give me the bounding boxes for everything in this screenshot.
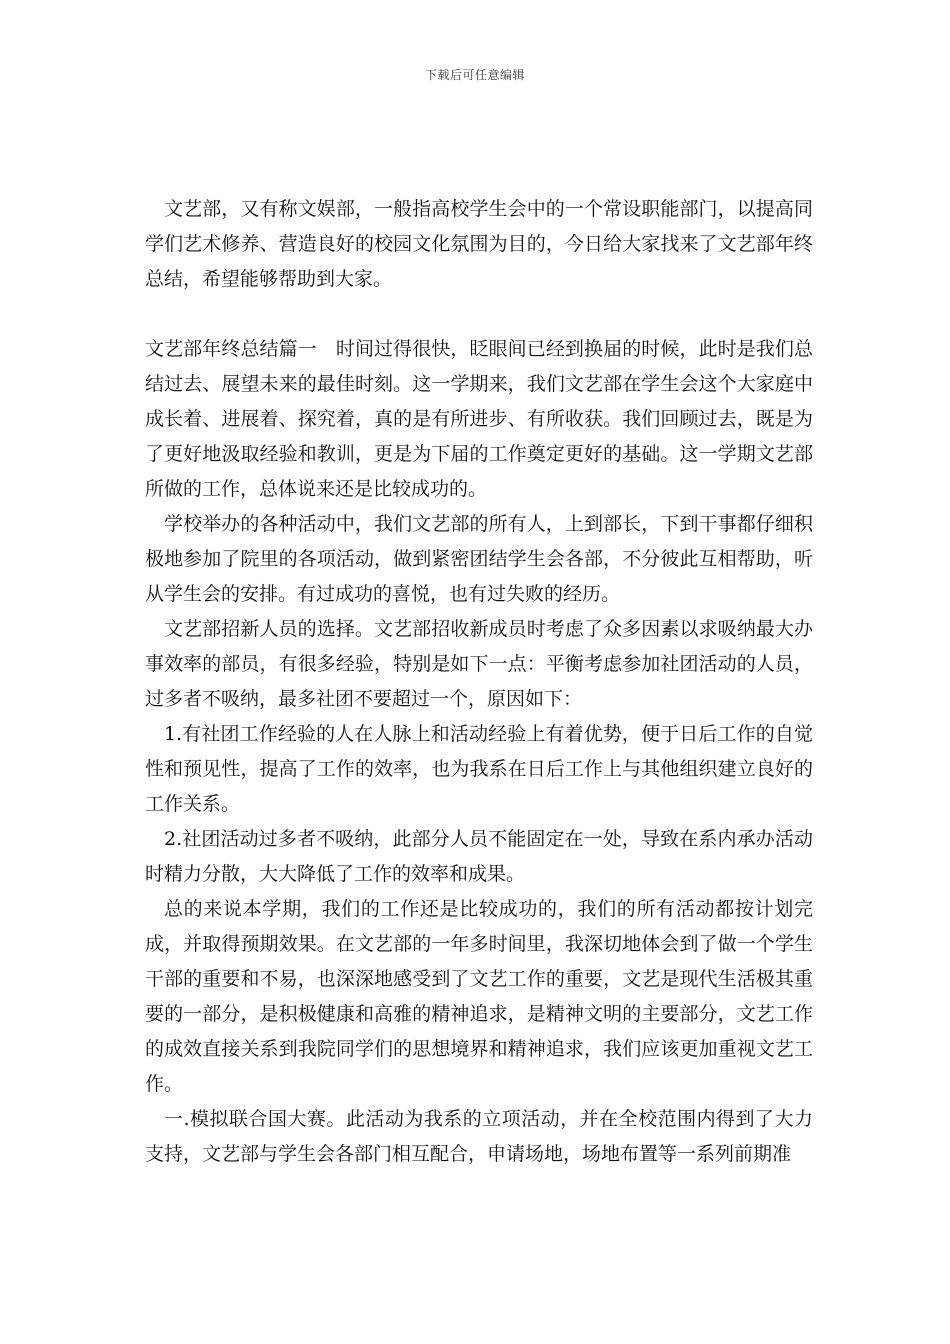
document-body <box>145 192 813 1172</box>
body-paragraph: 学校举办的各种活动中，我们文艺部的所有人，上到部长，下到干事都仔细积极地参加了院里的各项活动，做到紧密团结学生会各部，不分彼此互相帮助，听从学生会的安排。有过成功的喜悦，也有过失败的经历。 <box>145 513 813 605</box>
list-item-paragraph: 2.社团活动过多者不吸纳，此部分人员不能固定在一处，导致在系内承办活动时精力分散，大大降低了工作的效率和成果。 <box>145 828 813 885</box>
body-paragraph: 总的来说本学期，我们的工作还是比较成功的，我们的所有活动都按计划完成，并取得预期效果。在文艺部的一年多时间里，我深切地体会到了做一个学生干部的重要和不易，也深深地感受到了文艺工作的重要，文艺是现代生活极其重要的一部分，是积极健康和高雅的精神追求，是精神文明的主要部分，文艺工作的成效直接关系到我院同学们的思想境界和精神追求，我们应该更加重视文艺工作。 <box>145 898 813 1095</box>
page-header: 下载后可任意编辑 <box>424 68 525 82</box>
list-item-paragraph: 1.有社团工作经验的人在人脉上和活动经验上有着优势，便于日后工作的自觉性和预见性，提高了工作的效率，也为我系在日后工作上与其他组织建立良好的工作关系。 <box>145 723 813 815</box>
body-paragraph: 文艺部招新人员的选择。文艺部招收新成员时考虑了众多因素以求吸纳最大办事效率的部员，有很多经验，特别是如下一点：平衡考虑参加社团活动的人员，过多者不吸纳，最多社团不要超过一个，原因如下： <box>145 618 813 710</box>
section-paragraph: 文艺部年终总结篇一 时间过得很快，眨眼间已经到换届的时候，此时是我们总结过去、展望未来的最佳时刻。这一学期来，我们文艺部在学生会这个大家庭中成长着、进展着、探究着，真的是有所进步、有所收获。我们回顾过去，既是为了更好地汲取经验和教训，更是为下届的工作奠定更好的基础。这一学期文艺部所做的工作，总体说来还是比较成功的。 <box>145 338 813 500</box>
intro-paragraph: 文艺部，又有称文娱部，一般指高校学生会中的一个常设职能部门，以提高同学们艺术修养、营造良好的校园文化氛围为目的，今日给大家找来了文艺部年终总结，希望能够帮助到大家。 <box>145 198 813 290</box>
body-paragraph: 一.模拟联合国大赛。此活动为我系的立项活动，并在全校范围内得到了大力支持，文艺部与学生会各部门相互配合，申请场地，场地布置等一系列前期准 <box>145 1108 813 1165</box>
